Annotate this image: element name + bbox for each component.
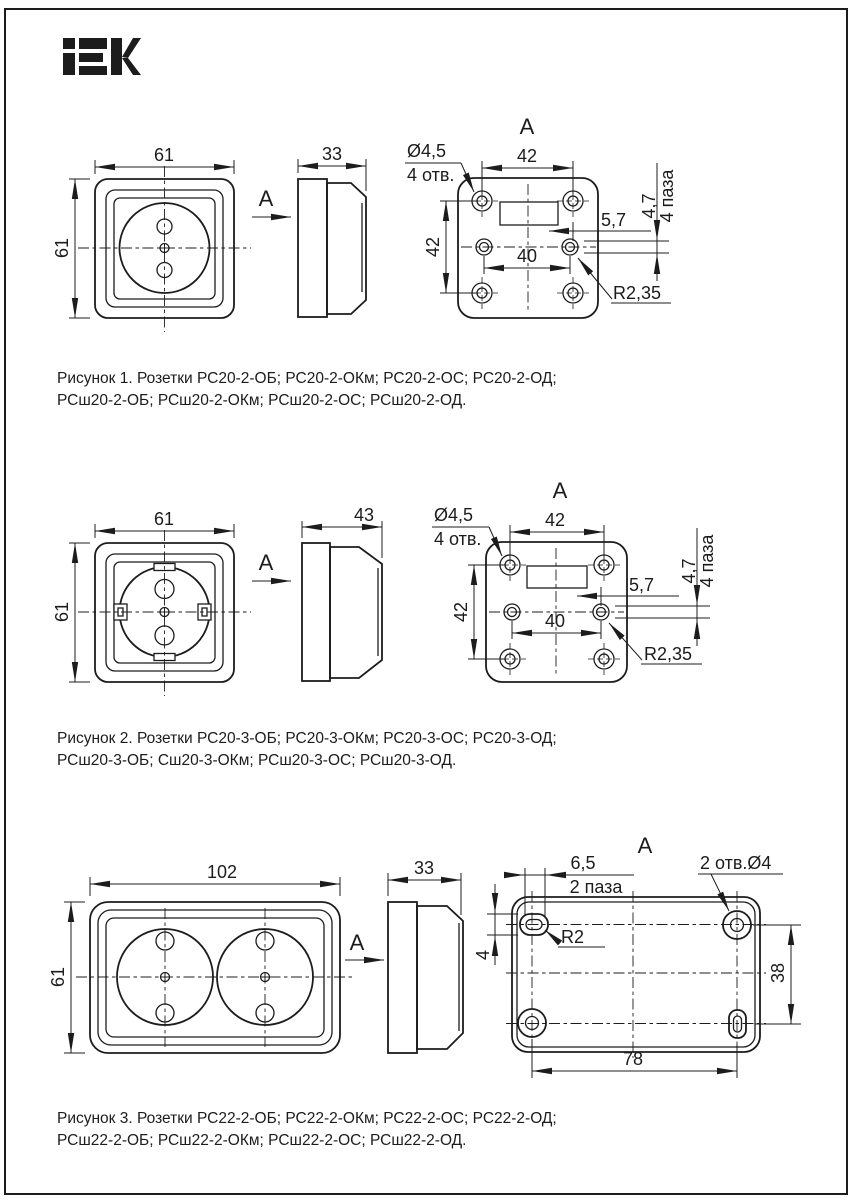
terminal-slot — [500, 202, 558, 225]
back-plate-inner — [517, 902, 755, 1047]
dim-hole-spacing-v: 42 — [451, 601, 471, 623]
dim-depth: 33 — [413, 858, 435, 878]
logo-i-stem — [63, 53, 75, 75]
terminal-slot — [527, 566, 587, 588]
figure-caption-line2: РСш20-3-ОБ; Сш20-3-ОКм; РСш20-3-ОС; РСш20-3-ОД. — [57, 752, 457, 769]
figure-caption-line1: Рисунок 3. Розетки РС22-2-ОБ; РС22-2-ОКм; РС22-2-ОС; РС22-2-ОД; — [57, 1110, 557, 1127]
logo-e-bar — [79, 38, 107, 49]
view-arrow-label: A — [258, 186, 274, 211]
figure-caption-line2: РСш22-2-ОБ; РСш22-2-ОКм; РСш22-2-ОС; РСш22-2-ОД. — [57, 1132, 467, 1149]
dim-slot-offset: 6,5 — [570, 853, 596, 873]
view-arrow-label: A — [258, 550, 274, 575]
view-title: A — [552, 478, 568, 503]
side-body — [327, 183, 366, 314]
iek-logo — [63, 38, 141, 75]
slot-radius-label: R2 — [561, 927, 585, 947]
dim-hole-spacing-v: 42 — [423, 236, 443, 258]
slot-count-label: 2 паза — [569, 877, 623, 897]
view-arrow-label: A — [349, 930, 365, 955]
figure-3 — [48, 833, 801, 1149]
dim-width: 61 — [153, 509, 175, 529]
hole-count-label: 4 отв. — [407, 165, 455, 185]
side-faceplate — [298, 179, 327, 317]
dim-center-spacing: 40 — [516, 246, 538, 266]
logo-k-arm — [122, 38, 141, 58]
logo-i-dot — [63, 38, 75, 49]
leader-line — [609, 623, 642, 660]
view-title: A — [637, 833, 653, 858]
side-faceplate — [302, 543, 330, 681]
figure-caption-line1: Рисунок 1. Розетки РС20-2-ОБ; РС20-2-ОКм; РС20-2-ОС; РС20-2-ОД; — [57, 370, 557, 387]
back-plate — [512, 897, 760, 1052]
fig2-front-view — [52, 509, 251, 696]
dim-depth: 43 — [353, 505, 375, 525]
fig2-side-view — [252, 505, 382, 681]
dim-width: 102 — [206, 862, 238, 882]
dim-hole-spacing-h: 42 — [544, 510, 566, 530]
view-title: A — [519, 114, 535, 139]
mounting-slot — [729, 1010, 746, 1038]
slot-radius-label: R2,35 — [613, 283, 662, 303]
dim-slot-height: 4 — [473, 949, 493, 961]
logo-e-bar — [79, 53, 103, 62]
dim-center-spacing: 40 — [544, 611, 566, 631]
fig3-back-view — [473, 833, 801, 1078]
hole-diameter-label: Ø4,5 — [434, 505, 474, 525]
side-body — [417, 906, 463, 1049]
hole-diameter-label: Ø4,5 — [407, 141, 447, 161]
side-faceplate — [388, 902, 417, 1053]
slot-radius-label: R2,35 — [644, 644, 693, 664]
dim-hole-spacing-h: 42 — [516, 146, 538, 166]
dim-hole-spacing-v: 38 — [768, 962, 788, 984]
dim-width: 61 — [153, 145, 175, 165]
dim-height: 61 — [52, 601, 72, 623]
dim-slot-width: 4,7 — [639, 193, 659, 219]
figure-1 — [52, 114, 677, 409]
dim-slot-offset: 5,7 — [629, 575, 655, 595]
leader-line — [545, 930, 560, 943]
dim-height: 61 — [52, 237, 72, 259]
hole-count-label: 2 отв.Ø4 — [700, 853, 772, 873]
logo-k-stem — [111, 38, 122, 75]
dim-depth: 33 — [321, 144, 343, 164]
socket-front-outline — [90, 902, 340, 1053]
figure-caption-line2: РСш20-2-ОБ; РСш20-2-ОКм; РСш20-2-ОС; РСш20-2-ОД. — [57, 392, 467, 409]
fig2-back-view — [432, 478, 717, 682]
fig3-front-view — [48, 862, 353, 1053]
slot-count-label: 4 паза — [657, 169, 677, 223]
dim-slot-width: 4,7 — [679, 558, 699, 584]
fig3-side-view — [345, 858, 463, 1053]
dim-hole-spacing-h: 78 — [622, 1049, 644, 1069]
fig1-side-view — [252, 144, 366, 317]
side-body — [330, 547, 382, 678]
figure-caption-line1: Рисунок 2. Розетки РС20-3-ОБ; РС20-3-ОКм; РС20-3-ОС; РС20-3-ОД; — [57, 730, 557, 747]
fig1-back-view — [405, 114, 677, 318]
hole-count-label: 4 отв. — [434, 529, 482, 549]
dim-slot-offset: 5,7 — [601, 210, 627, 230]
slot-count-label: 4 паза — [697, 534, 717, 588]
fig1-front-view — [52, 145, 251, 332]
leader-line — [711, 874, 729, 911]
page-border — [5, 9, 847, 1194]
logo-e-bar — [79, 66, 107, 75]
dim-height: 61 — [48, 966, 68, 988]
figure-2 — [52, 478, 717, 769]
socket-frame — [98, 910, 332, 1045]
logo-k-arm — [122, 58, 141, 75]
